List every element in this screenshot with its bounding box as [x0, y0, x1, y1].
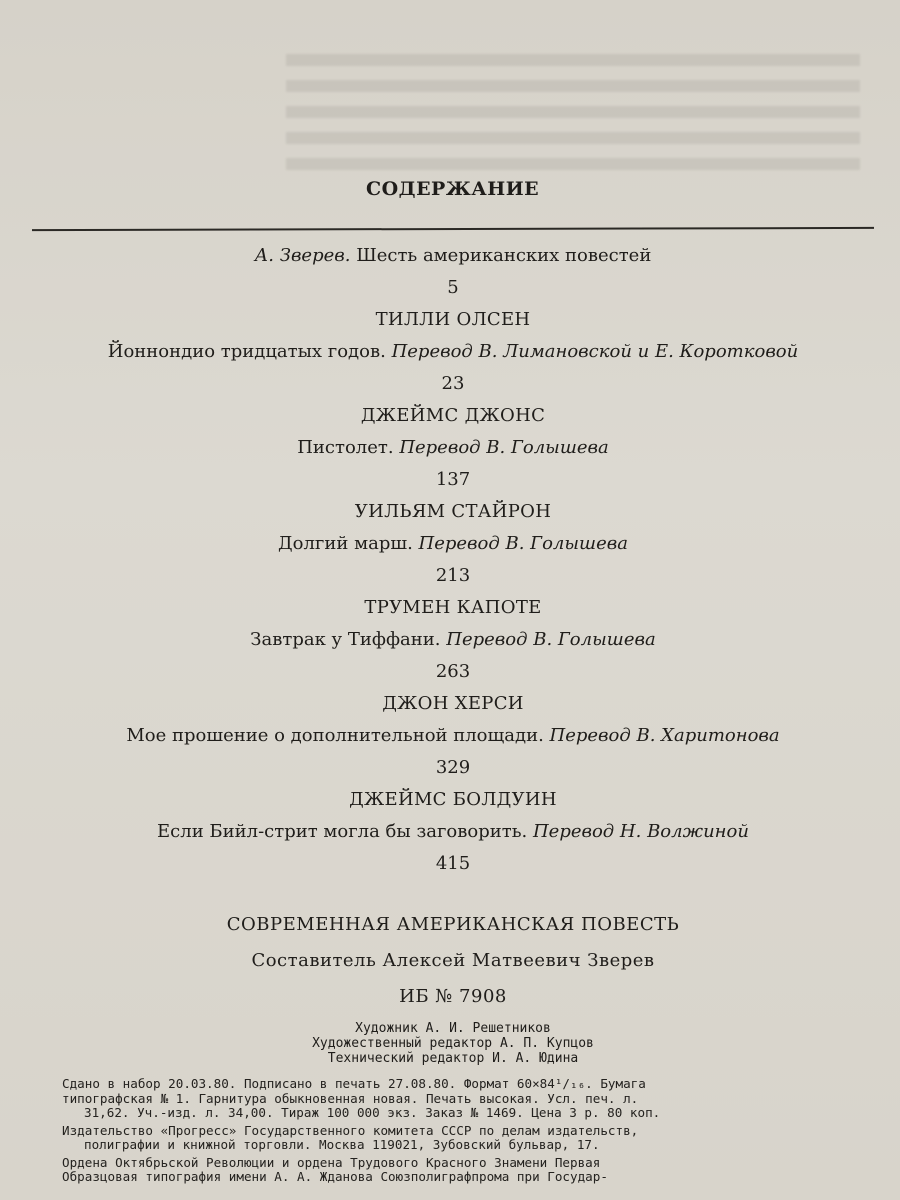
imprint-line: типографская № 1. Гарнитура обыкновенная новая. Печать высокая. Усл. печ. л. — [62, 1091, 639, 1106]
intro-title: Шесть американских повестей — [356, 245, 652, 266]
colophon — [30, 907, 876, 1066]
imprint — [62, 1077, 882, 1185]
entry-author: ДЖЕЙМС ДЖОНС — [360, 405, 546, 426]
divider — [32, 227, 874, 231]
entry-page: 23 — [441, 373, 465, 394]
entry-title-line — [30, 432, 876, 464]
entry-title-line — [30, 624, 876, 656]
entry-title: Пистолет. — [297, 437, 394, 458]
entry-translator: Перевод В. Голышева — [446, 629, 656, 650]
entry-title-line — [30, 336, 876, 368]
page-title: СОДЕРЖАНИЕ — [366, 178, 540, 200]
entry-title: Долгий марш. — [278, 533, 413, 554]
entry-translator: Перевод Н. Волжиной — [532, 821, 749, 842]
entry-title: Завтрак у Тиффани. — [250, 629, 441, 650]
imprint-line: 31,62. Уч.-изд. л. 34,00. Тираж 100 000 экз. Заказ № 1469. Цена 3 р. 80 коп. — [84, 1106, 661, 1120]
entry-page: 329 — [435, 757, 471, 778]
book-title: СОВРЕМЕННАЯ АМЕРИКАНСКАЯ ПОВЕСТЬ — [226, 914, 680, 935]
entry-author: ДЖЕЙМС БОЛДУИН — [349, 789, 557, 810]
entry-translator: Перевод В. Лимановской и Е. Коротковой — [391, 341, 799, 362]
imprint-line: Издательство «Прогресс» Государственного комитета СССР по делам издательств, — [62, 1123, 639, 1138]
imprint-line: Ордена Октябрьской Революции и ордена Трудового Красного Знамени Первая — [62, 1155, 601, 1170]
artist: Художник А. И. Решетников — [355, 1021, 551, 1036]
entry-title-line — [30, 528, 876, 560]
compiler: Составитель Алексей Матвеевич Зверев — [251, 950, 655, 971]
entry-page: 415 — [435, 853, 471, 874]
entry-page: 137 — [435, 469, 471, 490]
table-of-contents — [30, 240, 876, 880]
entry-author: ТРУМЕН КАПОТЕ — [364, 597, 542, 618]
intro-page: 5 — [447, 277, 459, 298]
entry-translator: Перевод В. Харитонова — [549, 725, 780, 746]
entry-page: 263 — [435, 661, 471, 682]
entry-title: Йоннондио тридцатых годов. — [107, 341, 386, 362]
imprint-line: Сдано в набор 20.03.80. Подписано в печать 27.08.80. Формат 60×84¹/₁₆. Бумага — [62, 1077, 646, 1091]
entry-title-line — [30, 816, 876, 848]
imprint-line: Образцовая типография имени А. А. Жданова Союзполиграфпрома при Государ- — [62, 1170, 608, 1184]
tech-editor: Технический редактор И. А. Юдина — [327, 1051, 579, 1066]
entry-translator: Перевод В. Голышева — [399, 437, 609, 458]
entry-author: ТИЛЛИ ОЛСЕН — [375, 309, 531, 330]
art-editor: Художественный редактор А. П. Купцов — [312, 1036, 594, 1051]
intro-author: А. Зверев. — [254, 245, 351, 266]
imprint-line: полиграфии и книжной торговли. Москва 119021, Зубовский бульвар, 17. — [84, 1138, 600, 1152]
entry-author: УИЛЬЯМ СТАЙРОН — [354, 501, 552, 522]
ib-number: ИБ № 7908 — [399, 986, 507, 1007]
entry-title: Мое прошение о дополнительной площади. — [126, 725, 544, 746]
entry-author: ДЖОН ХЕРСИ — [382, 693, 524, 714]
entry-title-line — [30, 720, 876, 752]
entry-translator: Перевод В. Голышева — [418, 533, 628, 554]
bleed-through-text — [40, 40, 860, 190]
entry-page: 213 — [435, 565, 471, 586]
entry-title: Если Бийл-стрит могла бы заговорить. — [157, 821, 528, 842]
intro-title-line — [30, 240, 876, 272]
